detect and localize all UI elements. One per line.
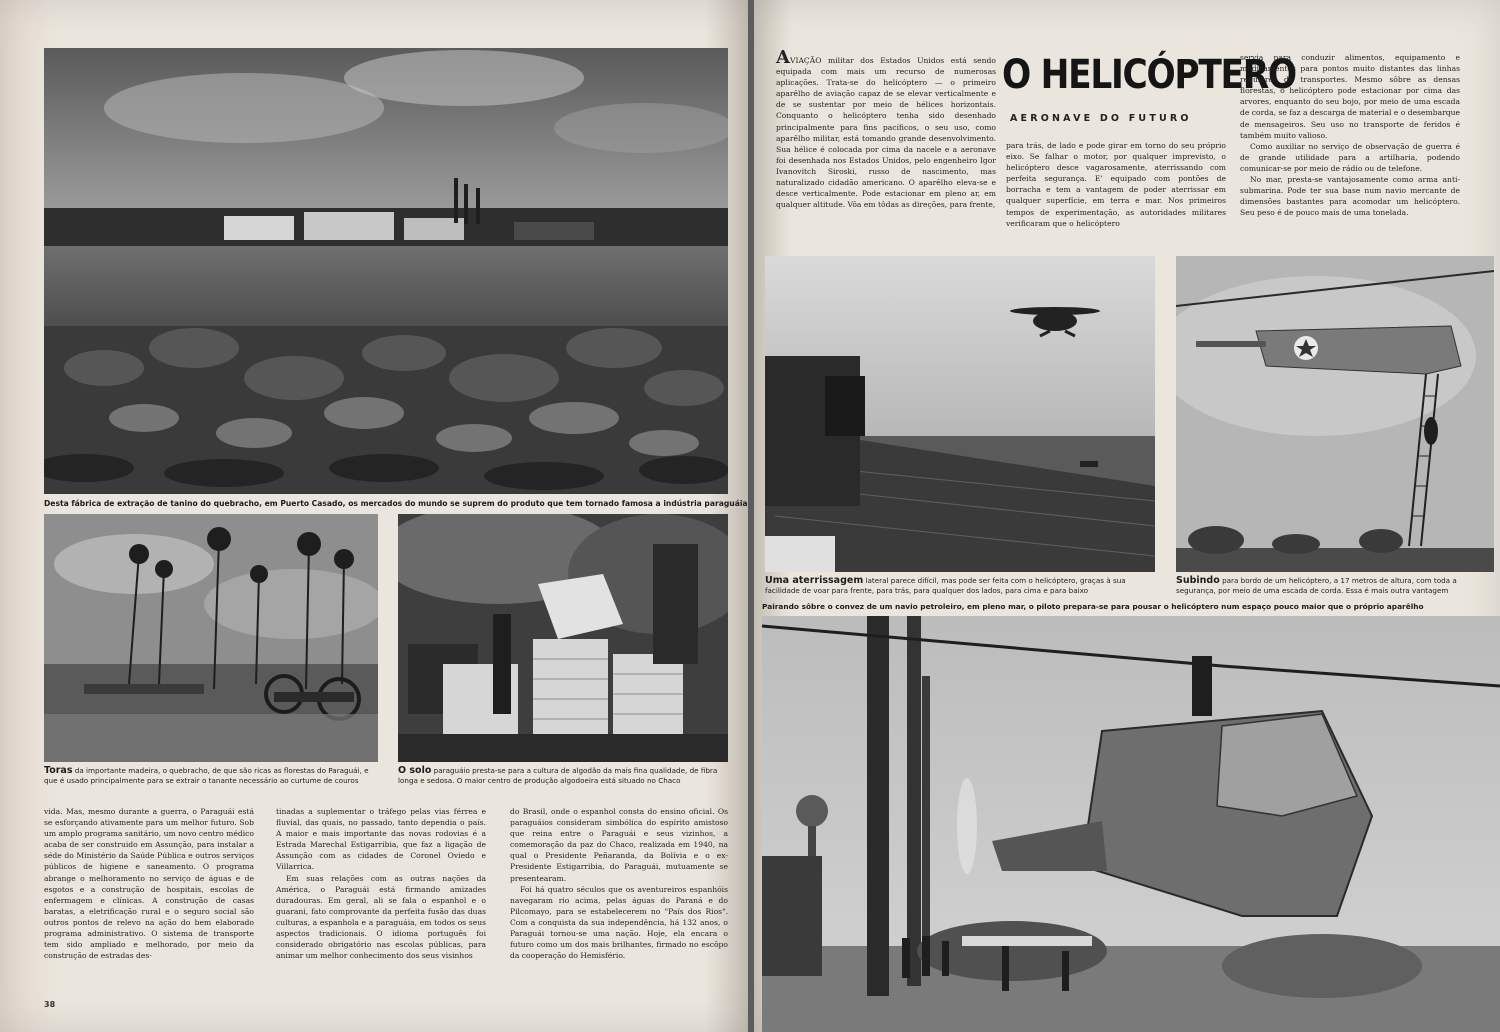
soil-caption-lead: O solo [398, 765, 432, 776]
right-col3-paragraph-2: Como auxiliar no serviço de observação de guerra é de grande utilidade para a artilharia, podendo comunicar-se por meio de rádio ou de telefone. [1240, 141, 1460, 173]
left-col3-paragraph-1: do Brasil, onde o espanhol consta do ensino oficial. Os paraguáios consideram simbólica do espírito amistoso que reina entre o Paraguái e seus vizinhos, a comemoração da paz do Chaco, realizada em 1940, na qual o Presidente Peñaranda, da Bolívia e o ex-Presidente Estigarribia, do Paraguái, mutuamente se presentearam. [510, 807, 728, 883]
cotton-bales-photo [398, 514, 728, 762]
left-col2-paragraph-1: tinadas a suplementar o tráfego pelas vias férrea e fluvial, das quais, no passado, tanto dependia o país. A maior e mais importante das novas rodovias é a Estrada Marechal Estigarribia, que faz a ligação de Assunção com as cidades de Coronel Oviedo e Villarrica. [276, 807, 486, 872]
right-col2-paragraph: para trás, de lado e pode girar em torno do seu próprio eixo. Se falhar o motor, por qualquer imprevisto, o helicóptero desce vagarosamente, aterrissando com perfeita segurança. E' equipado com pontões de borracha e tem a vantagem de poder aterrissar em qualquer superfície, em terra e mar. Nos primeiros tempos de experimentação, as autoridades militares verificaram que o helicóptero [1006, 141, 1226, 228]
factory-photo-caption: Desta fábrica de extração de tanino do quebracho, em Puerto Casado, os mercados do mundo se suprem do produto que tem tornado famosa a indústria paraguáia [44, 499, 748, 508]
factory-river-photo [44, 48, 728, 494]
page-number: 38 [44, 1000, 56, 1009]
ladder-climb-photo [1176, 256, 1494, 572]
right-text-column-1 [776, 47, 996, 210]
logs-caption-lead: Toras [44, 765, 73, 776]
right-text-column-2 [1006, 140, 1226, 229]
dropcap-letter: A [776, 47, 790, 68]
quebracho-logs-photo [44, 514, 378, 762]
left-col2-paragraph-2: Em suas relações com as outras nações da América, o Paraguái está firmando amizades duradouras. Em geral, ali se fala o espanhol e o guarani, fato comprovante da perfeita fusão das duas culturas, a espanhola e a paraguáia, em todos os seus aspectos tradicionais. O idioma português foi considerado obrigatório nas escolas públicas, para animar um melhor conhecimento dos seus visinhos [276, 873, 486, 961]
soil-caption-text: paraguáio presta-se para a cultura de algodão da mais fina qualidade, de fibra longa e sedosa. O maior centro de produção algodoeira está situado no Chaco [398, 766, 718, 785]
right-col1-paragraph [776, 47, 996, 210]
right-col3-paragraph-1: servia para conduzir alimentos, equipamento e medicamentos para pontos muito distantes das linhas regulares de transportes. Mesmo sôbre as densas florestas, o helicóptero pode estacionar por cima das arvores, enquanto do seu bojo, por meio de uma escada de corda, se faz a descarga de material e o desembarque de mensageiros. Seu uso no transporte de feridos é também muito valioso. [1240, 53, 1460, 140]
landing-photo-caption [765, 576, 1157, 595]
ship-deck-landing-photo [765, 256, 1155, 572]
climb-caption-lead: Subindo [1176, 575, 1220, 586]
landing-caption-text: lateral parece difícil, mas pode ser feita com o helicóptero, graças à sua facilidade de voar para frente, para trás, para qualquer dos lados, para cima e para baixo [765, 576, 1126, 595]
article-headline: O HELICÓPTERO [1002, 52, 1296, 98]
logs-caption-text: da importante madeira, o quebracho, de que são ricas as florestas do Paraguái, e que é usado principalmente para se extrair o tanante necessário ao curtume de couros [44, 766, 369, 785]
article-subhead: AERONAVE DO FUTURO [1010, 113, 1192, 124]
right-col3-paragraph-3: No mar, presta-se vantajosamente como arma anti-submarina. Pode ter sua base num navio mercante de dimensões bastantes para acomodar um helicóptero. Seu peso é de pouco mais de uma tonelada. [1240, 175, 1460, 218]
left-text-column-3 [510, 806, 728, 961]
left-text-column-2 [276, 806, 486, 961]
soil-photo-caption [398, 766, 730, 785]
right-col1-text: VIAÇÃO militar dos Estados Unidos está sendo equipada com mais um recurso de numerosas aplicações. Trata-se do helicóptero — o primeiro aparêlho de aviação capaz de se elevar verticalmente e de se sustentar por meio de hélices horizontais. Conquanto o helicóptero tenha sido desenhado principalmente para fins pacíficos, o seu uso, como aparêlho militar, está tomando grande desenvolvimento. Sua hélice é colocada por cima da nacele e a aeronave foi desenhada nos Estados Unidos, pelo engenheiro Igor Ivanovitch Siroski, russo de nascimento, mas naturalizado cidadão americano. O aparêlho eleva-se e desce verticalmente. Pode estacionar em pleno ar, em qualquer altitude. Vôa em tôdas as direções, para frente, [776, 56, 996, 210]
left-text-column-1 [44, 806, 254, 961]
tanker-helicopter-photo [762, 616, 1500, 1032]
right-text-column-3 [1240, 52, 1460, 218]
landing-caption-lead: Uma aterrissagem [765, 575, 864, 586]
left-col1-paragraph: vida. Mas, mesmo durante a guerra, o Paraguái está se esforçando ativamente para um melhor futuro. Sob um amplo programa sanitário, um novo centro médico acaba de ser construido em Assunção, para instalar a séde do Ministério da Saúde Pública e outros serviços públicos de higiene e saneamento. O programa abrange o melhoramento no serviço de águas e de esgotos e a construção de hospitais, escolas de enfermagem e clínicas. A construção de casas baratas, a eletrificação rural e o seguro social são outros pontos de relevo na ação do bem elaborado programa administrativo. O sistema de transporte tem sido ampliado e melhorado, por meio da construção de estradas des- [44, 807, 254, 961]
climb-caption-text: para bordo de um helicóptero, a 17 metros de altura, com toda a segurança, por meio de uma escada de corda. Essa é mais outra vantagem [1176, 576, 1457, 595]
climb-photo-caption [1176, 576, 1494, 595]
left-col3-paragraph-2: Foi há quatro séculos que os aventureiros espanhóis navegaram rio acima, pelas águas do Paraná e do Pilcomayo, para se estabelecerem no "País dos Rios". Com a conquista da sua independência, há 132 anos, o Paraguái tornou-se uma nação. Hoje, ela encara o futuro como um dos mais brilhantes, firmado no escôpo da cooperação do Hemisfério. [510, 884, 728, 961]
tanker-photo-caption: Pairando sôbre o convez de um navio petroleiro, em pleno mar, o piloto prepara-se para pousar o helicóptero num espaço pouco maior que o próprio aparêlho [762, 602, 1424, 611]
logs-photo-caption [44, 766, 378, 785]
